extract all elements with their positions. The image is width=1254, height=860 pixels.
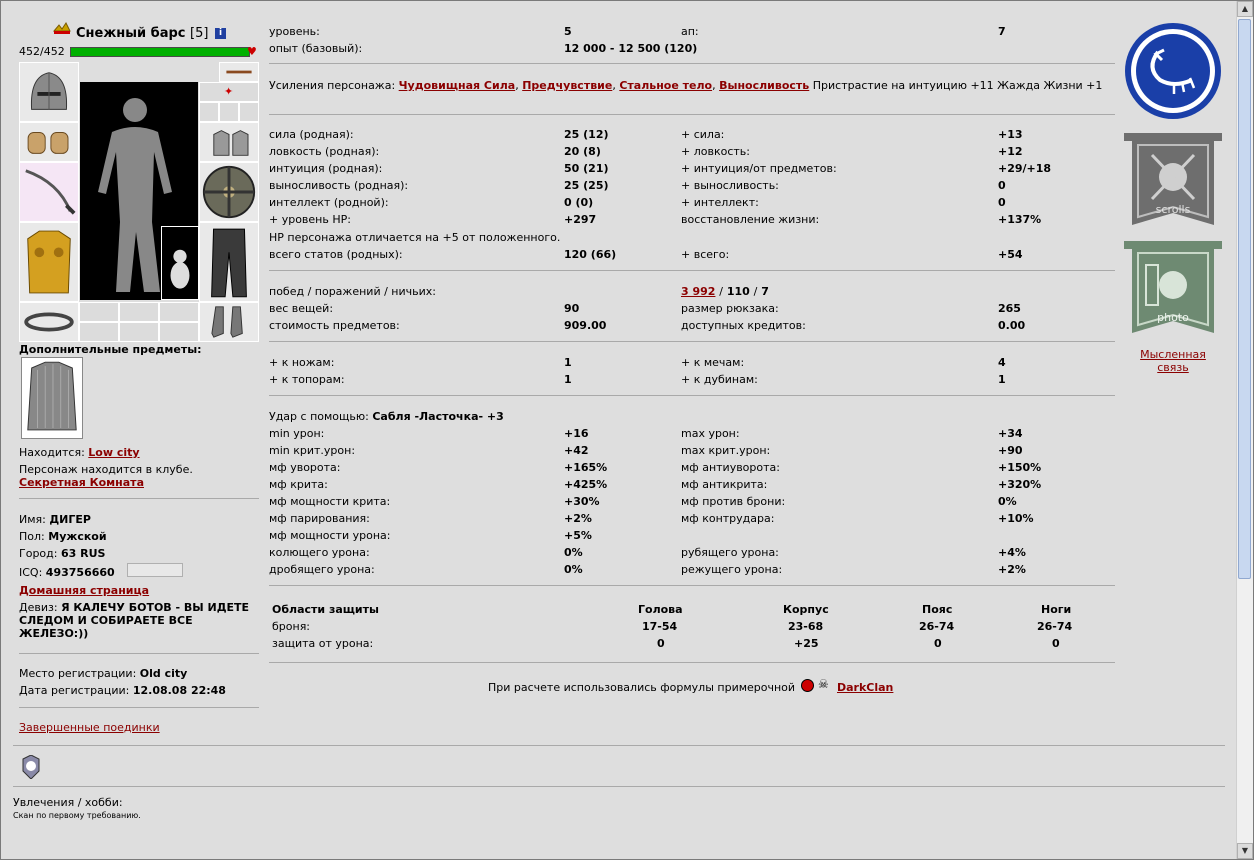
combat-l: мф парирования: xyxy=(269,512,370,525)
hp-bar xyxy=(70,47,250,57)
skills-v2: 4 xyxy=(998,356,1006,369)
divider xyxy=(269,662,1115,663)
combat-l: колющего урона: xyxy=(269,546,370,559)
shield-slot[interactable] xyxy=(199,162,259,222)
medal-icon xyxy=(21,755,41,779)
wins-row xyxy=(681,285,769,298)
reg-date-label: Дата регистрации: xyxy=(19,684,130,697)
combat-l2: рубящего урона: xyxy=(681,546,779,559)
combat-l: мф мощности крита: xyxy=(269,495,391,508)
stats-l: сила (родная): xyxy=(269,128,354,141)
combat-l2: режущего урона: xyxy=(681,563,783,576)
sex-label: Пол: xyxy=(19,530,45,543)
ring-slot-2[interactable] xyxy=(219,102,239,122)
character-name xyxy=(76,26,208,41)
skills-l2: + к мечам: xyxy=(681,356,745,369)
combat-l: min крит.урон: xyxy=(269,444,356,457)
divider xyxy=(269,63,1115,64)
combat-v: +42 xyxy=(564,444,589,457)
combat-l2: мф антиуворота: xyxy=(681,461,780,474)
gloves-slot[interactable] xyxy=(199,122,259,162)
buff-separator: , xyxy=(712,79,716,92)
weight-label: вес вещей: xyxy=(269,302,334,315)
location-label: Находится: xyxy=(19,446,85,459)
defense-col-waist: Пояс xyxy=(922,603,953,616)
empty-slot[interactable] xyxy=(159,302,199,322)
icq-status-box xyxy=(127,563,183,577)
combat-v2: +34 xyxy=(998,427,1023,440)
skills-l: + к топорам: xyxy=(269,373,345,386)
defense-col-legs: Ноги xyxy=(1041,603,1072,616)
armor-label: броня: xyxy=(272,620,311,633)
amulet-slot[interactable]: ✦ xyxy=(199,82,259,102)
credits-label: доступных кредитов: xyxy=(681,319,806,332)
protection-label: защита от урона: xyxy=(272,637,374,650)
heart-icon: ♥ xyxy=(247,45,257,58)
divider xyxy=(19,498,259,499)
name-label: Имя: xyxy=(19,513,46,526)
weapon-label: Удар с помощью: xyxy=(269,410,369,423)
darkclan-link[interactable]: DarkClan xyxy=(837,681,894,694)
stats-l2: восстановление жизни: xyxy=(681,213,820,226)
empty-slot[interactable] xyxy=(159,322,199,342)
buff-link[interactable]: Стальное тело xyxy=(619,79,713,92)
total-bonus-value: +54 xyxy=(998,248,1023,261)
combat-v2: +10% xyxy=(998,512,1034,525)
clan-skull-icon: ☠ xyxy=(818,677,829,691)
buff-link[interactable]: Предчувствие xyxy=(522,79,613,92)
helmet-slot[interactable] xyxy=(19,62,79,122)
stats-v: 25 (12) xyxy=(564,128,609,141)
stats-l2: + интеллект: xyxy=(681,196,759,209)
scroll-up-arrow-icon[interactable]: ▲ xyxy=(1237,1,1253,17)
exp-label: опыт (базовый): xyxy=(269,42,363,55)
empty-slot[interactable] xyxy=(119,322,159,342)
combat-v: 0% xyxy=(564,563,583,576)
armor-waist: 26-74 xyxy=(919,620,955,633)
combat-l2: мф антикрита: xyxy=(681,478,768,491)
city-value: 63 RUS xyxy=(60,547,106,560)
combat-v2: +320% xyxy=(998,478,1042,491)
combat-l: мф мощности урона: xyxy=(269,529,391,542)
divider xyxy=(269,395,1115,396)
skills-v: 1 xyxy=(564,356,572,369)
rank-icon xyxy=(53,21,71,35)
empty-slot[interactable] xyxy=(119,302,159,322)
combat-l: дробящего урона: xyxy=(269,563,375,576)
club-text: Персонаж находится в клубе. xyxy=(19,463,193,476)
buffs-row xyxy=(269,79,1115,92)
stats-v: 20 (8) xyxy=(564,145,601,158)
buff-link[interactable]: Выносливость xyxy=(719,79,810,92)
combat-v2: +90 xyxy=(998,444,1023,457)
ring-slot-3[interactable] xyxy=(239,102,259,122)
vertical-scrollbar[interactable] xyxy=(1236,1,1253,859)
ring-slot-1[interactable] xyxy=(199,102,219,122)
location-row xyxy=(19,446,140,459)
defense-title: Области защиты xyxy=(272,603,379,616)
pants-slot[interactable] xyxy=(199,222,259,302)
clan-ladybug-icon xyxy=(801,679,814,692)
credits-value: 0.00 xyxy=(998,319,1026,332)
character-name-text: Снежный барс xyxy=(76,26,186,41)
clan-emblem[interactable] xyxy=(1122,20,1224,122)
combat-v: 0% xyxy=(564,546,583,559)
divider xyxy=(269,270,1115,271)
skills-v2: 1 xyxy=(998,373,1006,386)
stats-l: ловкость (родная): xyxy=(269,145,380,158)
stats-v2: +13 xyxy=(998,128,1023,141)
info-icon[interactable]: i xyxy=(215,28,226,39)
divider xyxy=(19,707,259,708)
protection-head: 0 xyxy=(657,637,665,650)
stats-v2: 0 xyxy=(998,179,1006,192)
stats-l2: + сила: xyxy=(681,128,725,141)
level-label: уровень: xyxy=(269,25,320,38)
combat-v2: +2% xyxy=(998,563,1026,576)
combat-v2: +150% xyxy=(998,461,1042,474)
combat-v: +30% xyxy=(564,495,600,508)
scrolls-banner[interactable] xyxy=(1122,131,1224,227)
stats-l: выносливость (родная): xyxy=(269,179,409,192)
stats-v2: +29/+18 xyxy=(998,162,1052,175)
sex-value: Мужской xyxy=(48,530,107,543)
hp-note: HP персонажа отличается на +5 от положенного. xyxy=(269,231,561,244)
motto-label: Девиз: xyxy=(19,601,58,614)
combat-l2: max крит.урон: xyxy=(681,444,771,457)
photo-banner[interactable] xyxy=(1122,239,1224,335)
stats-l: интуиция (родная): xyxy=(269,162,383,175)
club-room-link[interactable]: Секретная Комната xyxy=(19,476,144,489)
skills-l: + к ножам: xyxy=(269,356,335,369)
name-row xyxy=(19,513,91,526)
backpack-label: размер рюкзака: xyxy=(681,302,779,315)
combat-l2: max урон: xyxy=(681,427,740,440)
hobby-text: Скан по первому требованию. xyxy=(13,811,141,820)
stats-l2: + интуиция/от предметов: xyxy=(681,162,837,175)
city-row xyxy=(19,547,105,560)
combat-l2: мф против брони: xyxy=(681,495,786,508)
reg-place-value: Old city xyxy=(139,667,188,680)
combat-v: +165% xyxy=(564,461,608,474)
empty-slot[interactable] xyxy=(79,302,119,322)
ap-label: ап: xyxy=(681,25,699,38)
divider xyxy=(269,341,1115,342)
combat-v: +425% xyxy=(564,478,608,491)
combat-v: +5% xyxy=(564,529,592,542)
protection-body: +25 xyxy=(794,637,819,650)
bracers-slot[interactable] xyxy=(19,122,79,162)
weapon-row xyxy=(269,410,504,423)
buff-separator: , xyxy=(612,79,616,92)
draws-value: 7 xyxy=(761,285,769,298)
pet-slot[interactable] xyxy=(161,226,199,300)
weapon-slot[interactable] xyxy=(19,162,79,222)
total-value: 120 (66) xyxy=(564,248,617,261)
wins-link[interactable]: 3 992 xyxy=(681,285,716,298)
divider xyxy=(269,114,1115,115)
name-value: ДИГЕР xyxy=(49,513,91,526)
buff-link[interactable]: Чудовищная Сила xyxy=(398,79,516,92)
stats-v2: +12 xyxy=(998,145,1023,158)
boots-slot[interactable] xyxy=(199,302,259,342)
scrolls-banner-text: scrolls xyxy=(1155,203,1191,216)
record-separator: / xyxy=(719,285,724,298)
earrings-slot[interactable] xyxy=(219,62,259,82)
backpack-value: 265 xyxy=(998,302,1021,315)
stats-v: 50 (21) xyxy=(564,162,609,175)
shirt-slot[interactable] xyxy=(21,357,83,439)
city-label: Город: xyxy=(19,547,58,560)
stats-v2: +137% xyxy=(998,213,1042,226)
motto-value: Я КАЛЕЧУ БОТОВ - ВЫ ИДЕТЕ СЛЕДОМ И СОБИРАЕТЕ ВСЕ ЖЕЛЕЗО:)) xyxy=(19,601,250,640)
character-level: [5] xyxy=(190,26,209,41)
scroll-down-arrow-icon[interactable]: ▼ xyxy=(1237,843,1253,859)
scroll-thumb[interactable] xyxy=(1238,19,1251,579)
defense-col-body: Корпус xyxy=(783,603,829,616)
protection-legs: 0 xyxy=(1052,637,1060,650)
exp-value: 12 000 - 12 500 (120) xyxy=(564,42,698,55)
footer-note: При расчете использовались формулы примерочной xyxy=(488,681,796,694)
combat-v2: +4% xyxy=(998,546,1026,559)
icq-row xyxy=(19,566,115,579)
stats-l: + уровень HP: xyxy=(269,213,351,226)
finished-fights-link[interactable]: Завершенные поединки xyxy=(19,721,160,734)
level-value: 5 xyxy=(564,25,572,38)
skills-l2: + к дубинам: xyxy=(681,373,758,386)
stats-v: 25 (25) xyxy=(564,179,609,192)
stats-v: 0 (0) xyxy=(564,196,594,209)
cost-label: стоимость предметов: xyxy=(269,319,400,332)
combat-l2: мф контрудара: xyxy=(681,512,775,525)
armor-body: 23-68 xyxy=(788,620,824,633)
belt-slot[interactable] xyxy=(19,302,79,342)
weapon-value: Сабля -Ласточка- +3 xyxy=(372,410,504,423)
armor-head: 17-54 xyxy=(642,620,678,633)
skills-v: 1 xyxy=(564,373,572,386)
stats-v: +297 xyxy=(564,213,597,226)
photo-banner-text: photo xyxy=(1157,311,1189,324)
ap-value: 7 xyxy=(998,25,1006,38)
combat-v: +2% xyxy=(564,512,592,525)
extra-items-label: Дополнительные предметы: xyxy=(19,343,202,356)
reg-place-label: Место регистрации: xyxy=(19,667,137,680)
sex-row xyxy=(19,530,107,543)
hp-text: 452/452 xyxy=(19,45,65,58)
divider xyxy=(19,653,259,654)
combat-v2: 0% xyxy=(998,495,1017,508)
stats-l: интеллект (родной): xyxy=(269,196,389,209)
stats-v2: 0 xyxy=(998,196,1006,209)
reg-date-value: 12.08.08 22:48 xyxy=(132,684,226,697)
combat-l: мф крита: xyxy=(269,478,328,491)
buffs-tail: Пристрастие на интуицию +11 Жажда Жизни +1 xyxy=(812,79,1103,92)
icq-value: 493756660 xyxy=(45,566,115,579)
cost-value: 909.00 xyxy=(564,319,607,332)
total-bonus-label: + всего: xyxy=(681,248,730,261)
empty-slot[interactable] xyxy=(79,322,119,342)
homepage-link[interactable]: Домашняя страница xyxy=(19,584,150,597)
losses-value: 110 xyxy=(726,285,750,298)
divider xyxy=(13,786,1225,787)
buff-separator: , xyxy=(515,79,519,92)
location-link[interactable]: Low city xyxy=(88,446,140,459)
armor-legs: 26-74 xyxy=(1037,620,1073,633)
reg-date-row xyxy=(19,684,226,697)
defense-col-head: Голова xyxy=(638,603,683,616)
stats-l2: + ловкость: xyxy=(681,145,750,158)
reg-place-row xyxy=(19,667,187,680)
divider xyxy=(13,745,1225,746)
total-label: всего статов (родных): xyxy=(269,248,403,261)
motto-row xyxy=(19,601,259,640)
hobby-label: Увлечения / хобби: xyxy=(13,796,123,809)
buffs-label: Усиления персонажа: xyxy=(269,79,396,92)
protection-waist: 0 xyxy=(934,637,942,650)
wins-label: побед / поражений / ничьих: xyxy=(269,285,436,298)
armor-slot[interactable] xyxy=(19,222,79,302)
combat-l: мф уворота: xyxy=(269,461,341,474)
icq-label: ICQ: xyxy=(19,566,43,579)
record-separator: / xyxy=(753,285,758,298)
combat-v: +16 xyxy=(564,427,589,440)
combat-l: min урон: xyxy=(269,427,325,440)
telepathy-link[interactable]: Мысленная связь xyxy=(1140,348,1206,374)
stats-l2: + выносливость: xyxy=(681,179,779,192)
divider xyxy=(269,585,1115,586)
weight-value: 90 xyxy=(564,302,580,315)
